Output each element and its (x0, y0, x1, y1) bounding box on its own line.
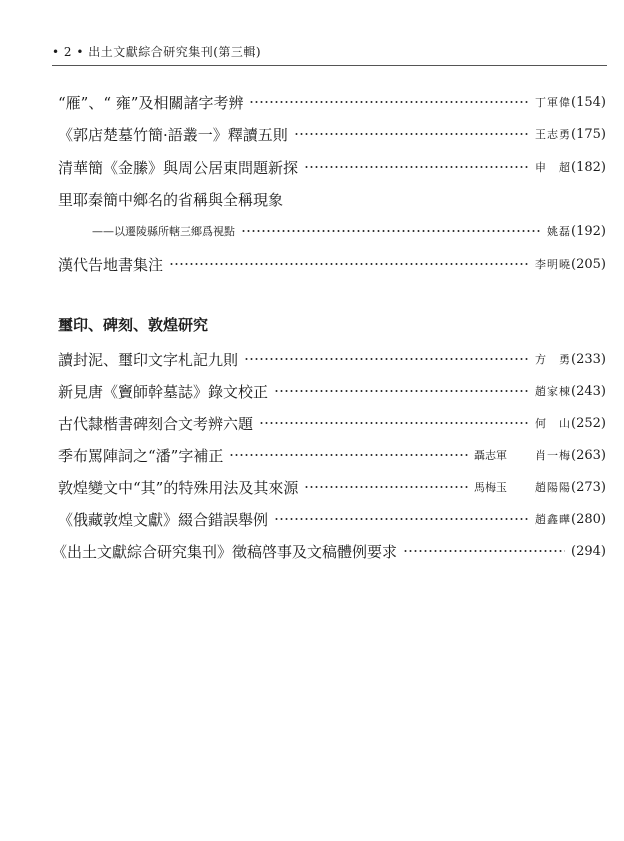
entry-title: 古代隸楷書碑刻合文考辨六題 (58, 414, 254, 433)
entry-coauthor: 馬梅玉 (474, 481, 508, 494)
dot-leader (274, 390, 529, 392)
entry-title: 漢代告地書集注 (58, 255, 164, 274)
toc-entry[interactable] (58, 89, 606, 115)
dot-leader (249, 101, 529, 103)
entry-title: 敦煌變文中“其”的特殊用法及其來源 (58, 478, 299, 497)
dot-leader (259, 422, 529, 424)
entry-author: 丁軍偉 (535, 96, 572, 109)
toc-entry[interactable] (58, 154, 606, 180)
entry-page: (243) (571, 383, 606, 399)
entry-author: 趙陽陽 (535, 481, 572, 494)
entry-title: 清華簡《金縢》與周公居東問題新探 (58, 158, 299, 177)
entry-page: (154) (571, 94, 606, 110)
entry-page: (192) (571, 223, 606, 239)
toc-entry[interactable] (58, 410, 606, 436)
entry-title: 季布罵陣詞之“潘”字補正 (58, 446, 224, 465)
entry-title: 《郭店楚墓竹簡·語叢一》釋讀五則 (58, 125, 288, 144)
toc-entry[interactable] (58, 346, 606, 372)
entry-author: 趙鑫曄 (535, 513, 572, 526)
entry-title: 讀封泥、璽印文字札記九則 (58, 350, 239, 369)
entry-page: (175) (571, 126, 606, 142)
entry-author: 王志勇 (535, 128, 572, 141)
toc-entry-subtitle[interactable] (58, 218, 606, 244)
toc-entry[interactable] (58, 442, 606, 468)
entry-author: 申 超 (535, 161, 572, 174)
entry-page: (294) (571, 543, 606, 559)
entry-author: 方 勇 (535, 353, 572, 366)
entry-page: (182) (571, 159, 606, 175)
dot-leader (229, 454, 468, 456)
entry-author: 何 山 (535, 417, 572, 430)
dot-leader (244, 358, 529, 360)
entry-title: 里耶秦簡中鄉名的省稱與全稱現象 (58, 190, 284, 209)
entry-page: (280) (571, 511, 606, 527)
entry-title: 《出土文獻綜合研究集刊》徵稿啓事及文稿體例要求 (52, 542, 398, 561)
entry-author: 趙家棟 (535, 385, 572, 398)
header-rule (52, 65, 607, 66)
entry-page: (252) (571, 415, 606, 431)
toc-entry[interactable] (58, 121, 606, 147)
entry-coauthor: 聶志軍 (474, 449, 508, 462)
entry-author: 肖一梅 (535, 449, 572, 462)
toc-entry[interactable] (52, 538, 606, 564)
entry-title: “雁”、“ 雍”及相關諸字考辨 (58, 93, 244, 112)
entry-page: (233) (571, 351, 606, 367)
toc-entry[interactable] (58, 474, 606, 500)
dot-leader (304, 486, 468, 488)
toc-entry[interactable] (58, 506, 606, 532)
toc-entry[interactable] (58, 251, 606, 277)
toc-entry-title-only[interactable] (58, 186, 606, 212)
toc-entry[interactable] (58, 378, 606, 404)
dot-leader (304, 166, 529, 168)
entry-page: (205) (571, 256, 606, 272)
section-heading: 璽印、碑刻、敦煌研究 (58, 316, 209, 334)
entry-author: 姚磊 (547, 225, 572, 238)
entry-page: (273) (571, 479, 606, 495)
entry-page: (263) (571, 447, 606, 463)
dot-leader (294, 133, 529, 135)
dot-leader (403, 550, 565, 552)
entry-title: 新見唐《竇師幹墓誌》錄文校正 (58, 382, 269, 401)
dot-leader (169, 263, 529, 265)
dot-leader (241, 230, 541, 232)
entry-author: 李明曉 (535, 258, 572, 271)
dot-leader (274, 518, 529, 520)
running-head: • 2 • 出土文獻綜合研究集刊(第三輯) (52, 45, 262, 59)
entry-title: 《俄藏敦煌文獻》綴合錯誤舉例 (58, 510, 269, 529)
entry-subtitle: ——以遷陵縣所轄三鄉爲視點 (92, 225, 235, 238)
